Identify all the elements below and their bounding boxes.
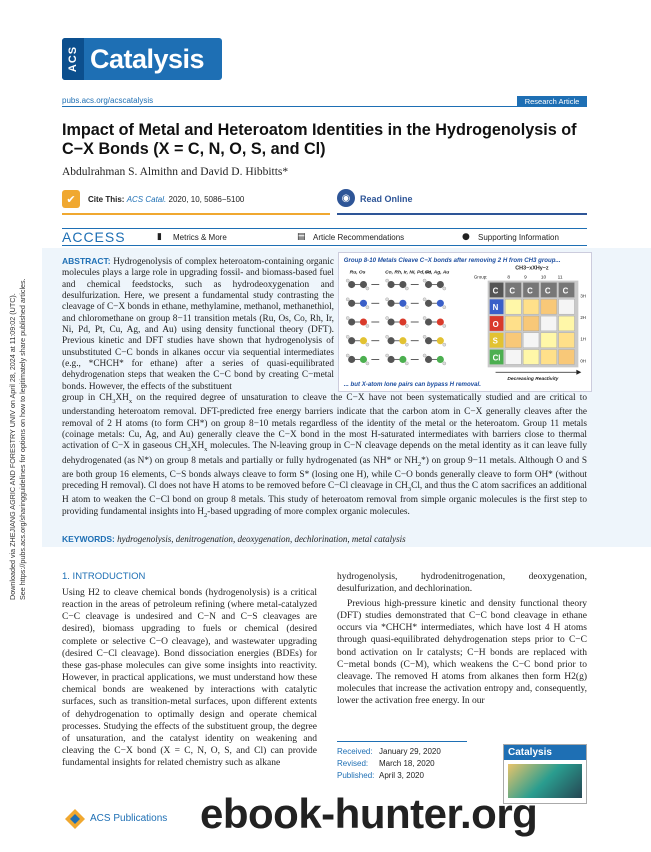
cite-underline <box>62 213 330 215</box>
journal-logo[interactable] <box>62 38 222 80</box>
toc-grid-cell-label: C <box>562 286 569 296</box>
toc-side-label: 3H <box>580 293 586 299</box>
download-sidebar <box>2 230 42 600</box>
article-type-badge: Research Article <box>517 96 587 107</box>
cite-check-icon: ✔ <box>62 190 80 208</box>
toc-grid-cell-label: C <box>527 286 533 296</box>
article-dates: Received: January 29, 2020 Revised: March 18, 2020 Published: April 3, 2020 <box>337 747 441 780</box>
journal-name: Catalysis <box>90 43 205 74</box>
keywords-text: hydrogenolysis, denitrogenation, deoxygenation, dechlorination, metal catalysis <box>117 534 406 544</box>
toc-group-number: 8 <box>507 275 511 281</box>
keywords-heading: KEYWORDS: <box>62 534 115 544</box>
cite-this: Cite This: ACS Catal. 2020, 10, 5086−5100 <box>88 195 245 204</box>
toc-group-axis-label: Group: <box>473 274 488 280</box>
journal-cover-thumbnail[interactable]: Catalysis <box>503 744 587 804</box>
abstract <box>62 256 587 521</box>
toc-row-label: S <box>492 336 498 346</box>
toc-side-label: 2H <box>580 315 586 321</box>
revised-date: March 18, 2020 <box>379 759 435 768</box>
cite-details: 2020, 10, 5086−5100 <box>168 195 245 204</box>
download-notice: Downloaded via ZHEJIANG AGRIC AND FORESTRY UNIV on April 28, 2024 at 11:09:02 (UTC). <box>8 293 17 600</box>
abstract-text-part-1: Hydrogenolysis of complex heteroatom-containing organic molecules plays a large role in upgrading fossil- and biomass-based fuel and chemical feedstocks, such as hydrodeoxygenation and desulfurization. Here, we present a fundamental study contrasting the cleavage of C−X bonds in ethane, methylamine, methanol, methanethiol, and chloromethane on group 8−11 transition metals (Ru, Os, Co, Rh, Ir, Ni, Pd, Pt, Cu, Ag, and Au) using density functional theory (DFT). Previous kinetic and DFT studies have shown that hydrogenolysis of unsubstituted C−C bonds in alkanes occur via sequential intermediates (e.g., *CHCH* for ethane) after a series of quasi-equilibrated dehydrogenation steps that weaken the C−C bond by creating C−metal bonds. However, the effects of the substituent <box>62 257 334 392</box>
intro-left-column: Using H2 to cleave chemical bonds (hydrogenolysis) is a critical reaction in the areas of petroleum refining (where metal-catalyzed C−C cleavage is undesired and C−N and C−S cleavages are desired), biomass upgrading to fuels or chemical (desired complete or selective C−O cleavage), and wastewater upgrading (desired C−Cl cleavage). Bond dissociation energies (BDEs) for these gas-phase molecules can give some insights into reactivity. However, in practical applications, we must understand how these chemical bonds are weakened by interactions with catalytic surfaces, such as transition-metal surfaces, upon different extents of dehydrogenation to optimally design and operate chemical processes. Studying the effects of the substituent group, the degree of unsaturation, and the catalyst identity on weakening and cleaving the C−X bond (X = C, N, O, S, and Cl) can provide fundamental insights for related chemistry such as alkane <box>62 588 317 769</box>
metrics-more-button[interactable]: ▮ Metrics & More <box>157 231 227 242</box>
read-online-link[interactable]: Read Online <box>360 194 413 204</box>
toc-group-label-3: Cu, Ag, Au <box>424 270 450 276</box>
published-date: April 3, 2020 <box>379 771 424 780</box>
toc-title: Group 8-10 Metals Cleave C−X bonds after removing 2 H from CH3 group... <box>343 256 561 264</box>
access-bar <box>62 228 587 246</box>
toc-grid-cell-label: C <box>544 286 551 296</box>
received-date: January 29, 2020 <box>379 747 441 756</box>
document-list-icon: ▤ <box>297 231 306 242</box>
toc-side-label: 1H <box>580 336 586 342</box>
read-online-icon[interactable]: ◉ <box>337 189 355 207</box>
abstract-text-part-2: group in $CH_3XH_x$ on the required degree of unsaturation to cleave the C−X have not been systematically studied and are critical to understanding heteroatom removal. DFT-predicted free energy barriers indicate that the carbon atom in C−X generally cleaves after the removal of 2 H atoms (to form CH*) on group 8−10 metals regardless of the identity of the metal or the heteroatom. Group 11 metals (coinage metals: Cu, Ag, and Au) generally cleave the C−X bond in the most H-saturated intermediates with barriers close to thermal activation of C−X in gaseous $CH_3XH_x$ molecules. The N-leaving group in C−N cleavage depends on the metal identity as it can leave fully dehydrogenated (as N*) on group 8 metals and partially or fully hydrogenated (as NH* or $NH_2*$) on group 9−11 metals. Although O and S are both group 16 elements, C−S bonds always cleave to form S* (losing one H), while C−O bonds generally cleave to form OH* (without preceding H removal). Cl does not have H atoms to be removed before C−Cl cleavage in $CH_3Cl$, and thus the C atom sacrifices an additional H atom to weaken the C−Cl bond on group 8 metals. This study of heteroatom removal from simple organic molecules is the first step to providing fundamental insights into $H_2$-based upgrading of more complex organic molecules. <box>62 393 587 519</box>
toc-group-number: 9 <box>524 275 527 281</box>
supporting-information-button[interactable]: ● Supporting Information <box>462 231 559 242</box>
toc-group-number: 11 <box>557 275 563 281</box>
toc-row-label: Cl <box>492 353 501 363</box>
acs-publications-logo[interactable]: ACS Publications <box>90 813 168 824</box>
intro-right-column-para-1: hydrogenolysis, hydrodenitrogenation, deoxygenation, desulfurization, and dechlorination. <box>337 572 587 595</box>
toc-side-label: 0H <box>580 358 586 364</box>
acs-logo-mark: ACS <box>62 38 84 80</box>
toc-row-label: N <box>492 303 499 313</box>
toc-row-label: O <box>492 319 499 329</box>
supporting-info-icon: ● <box>462 231 470 242</box>
read-online-underline <box>337 213 587 215</box>
keywords <box>62 534 587 544</box>
toc-group-label-1: Ru, Os <box>349 270 366 276</box>
toc-formula: CH3−xXHy−z <box>515 265 549 272</box>
abstract-wrap <box>62 256 334 393</box>
dates-rule <box>337 741 467 742</box>
toc-grid-cell-label: C <box>509 286 516 296</box>
toc-group-number: 10 <box>540 275 547 281</box>
access-label: ACCESS <box>62 229 126 245</box>
article-title: Impact of Metal and Heteroatom Identities in the Hydrogenolysis of C−X Bonds (X = C, N, O, S, and Cl) <box>62 121 577 158</box>
sharing-guidelines-notice[interactable]: See https://pubs.acs.org/sharingguidelines for options on how to legitimately share published articles. <box>18 278 27 600</box>
intro-right-column-para-2: Previous high-pressure kinetic and density functional theory (DFT) studies demonstrated that C−C bond cleavage in ethane occurs via *CHCH* intermediates, which have lost 4 H atoms through quasi-equilibrated dehydrogenation steps prior to C−C bond activation on Ir catalysts; C−H bonds are replaced with C−metal bonds (C−M), which weakens the C−C bond prior to cleavage. The removed H atoms from alkanes then form H2(g) molecules that increase the activation entropy and, consequently, lower the activation free energy. In our <box>337 599 587 707</box>
toc-row-label: C <box>492 286 499 296</box>
journal-url[interactable]: pubs.acs.org/acscatalysis <box>62 96 154 105</box>
cite-journal-link[interactable]: ACS Catal. <box>126 195 167 204</box>
abstract-heading: ABSTRACT: <box>62 256 111 266</box>
bar-chart-icon: ▮ <box>157 231 162 242</box>
toc-footer: ... but X-atom lone pairs can bypass H removal. <box>343 381 481 389</box>
toc-axis-label: Decreasing Reactivity <box>507 377 559 383</box>
watermark: ebook-hunter.org <box>200 790 538 837</box>
toc-group-label-2: Co, Rh, Ir, Ni, Pd, Pt <box>385 270 431 276</box>
header-rule <box>62 106 587 107</box>
acs-publications-icon <box>64 808 86 830</box>
article-authors: Abdulrahman S. Almithn and David D. Hibbitts* <box>62 166 289 178</box>
article-recommendations-button[interactable]: ▤ Article Recommendations <box>297 231 405 242</box>
section-heading-introduction: 1. INTRODUCTION <box>62 571 146 582</box>
